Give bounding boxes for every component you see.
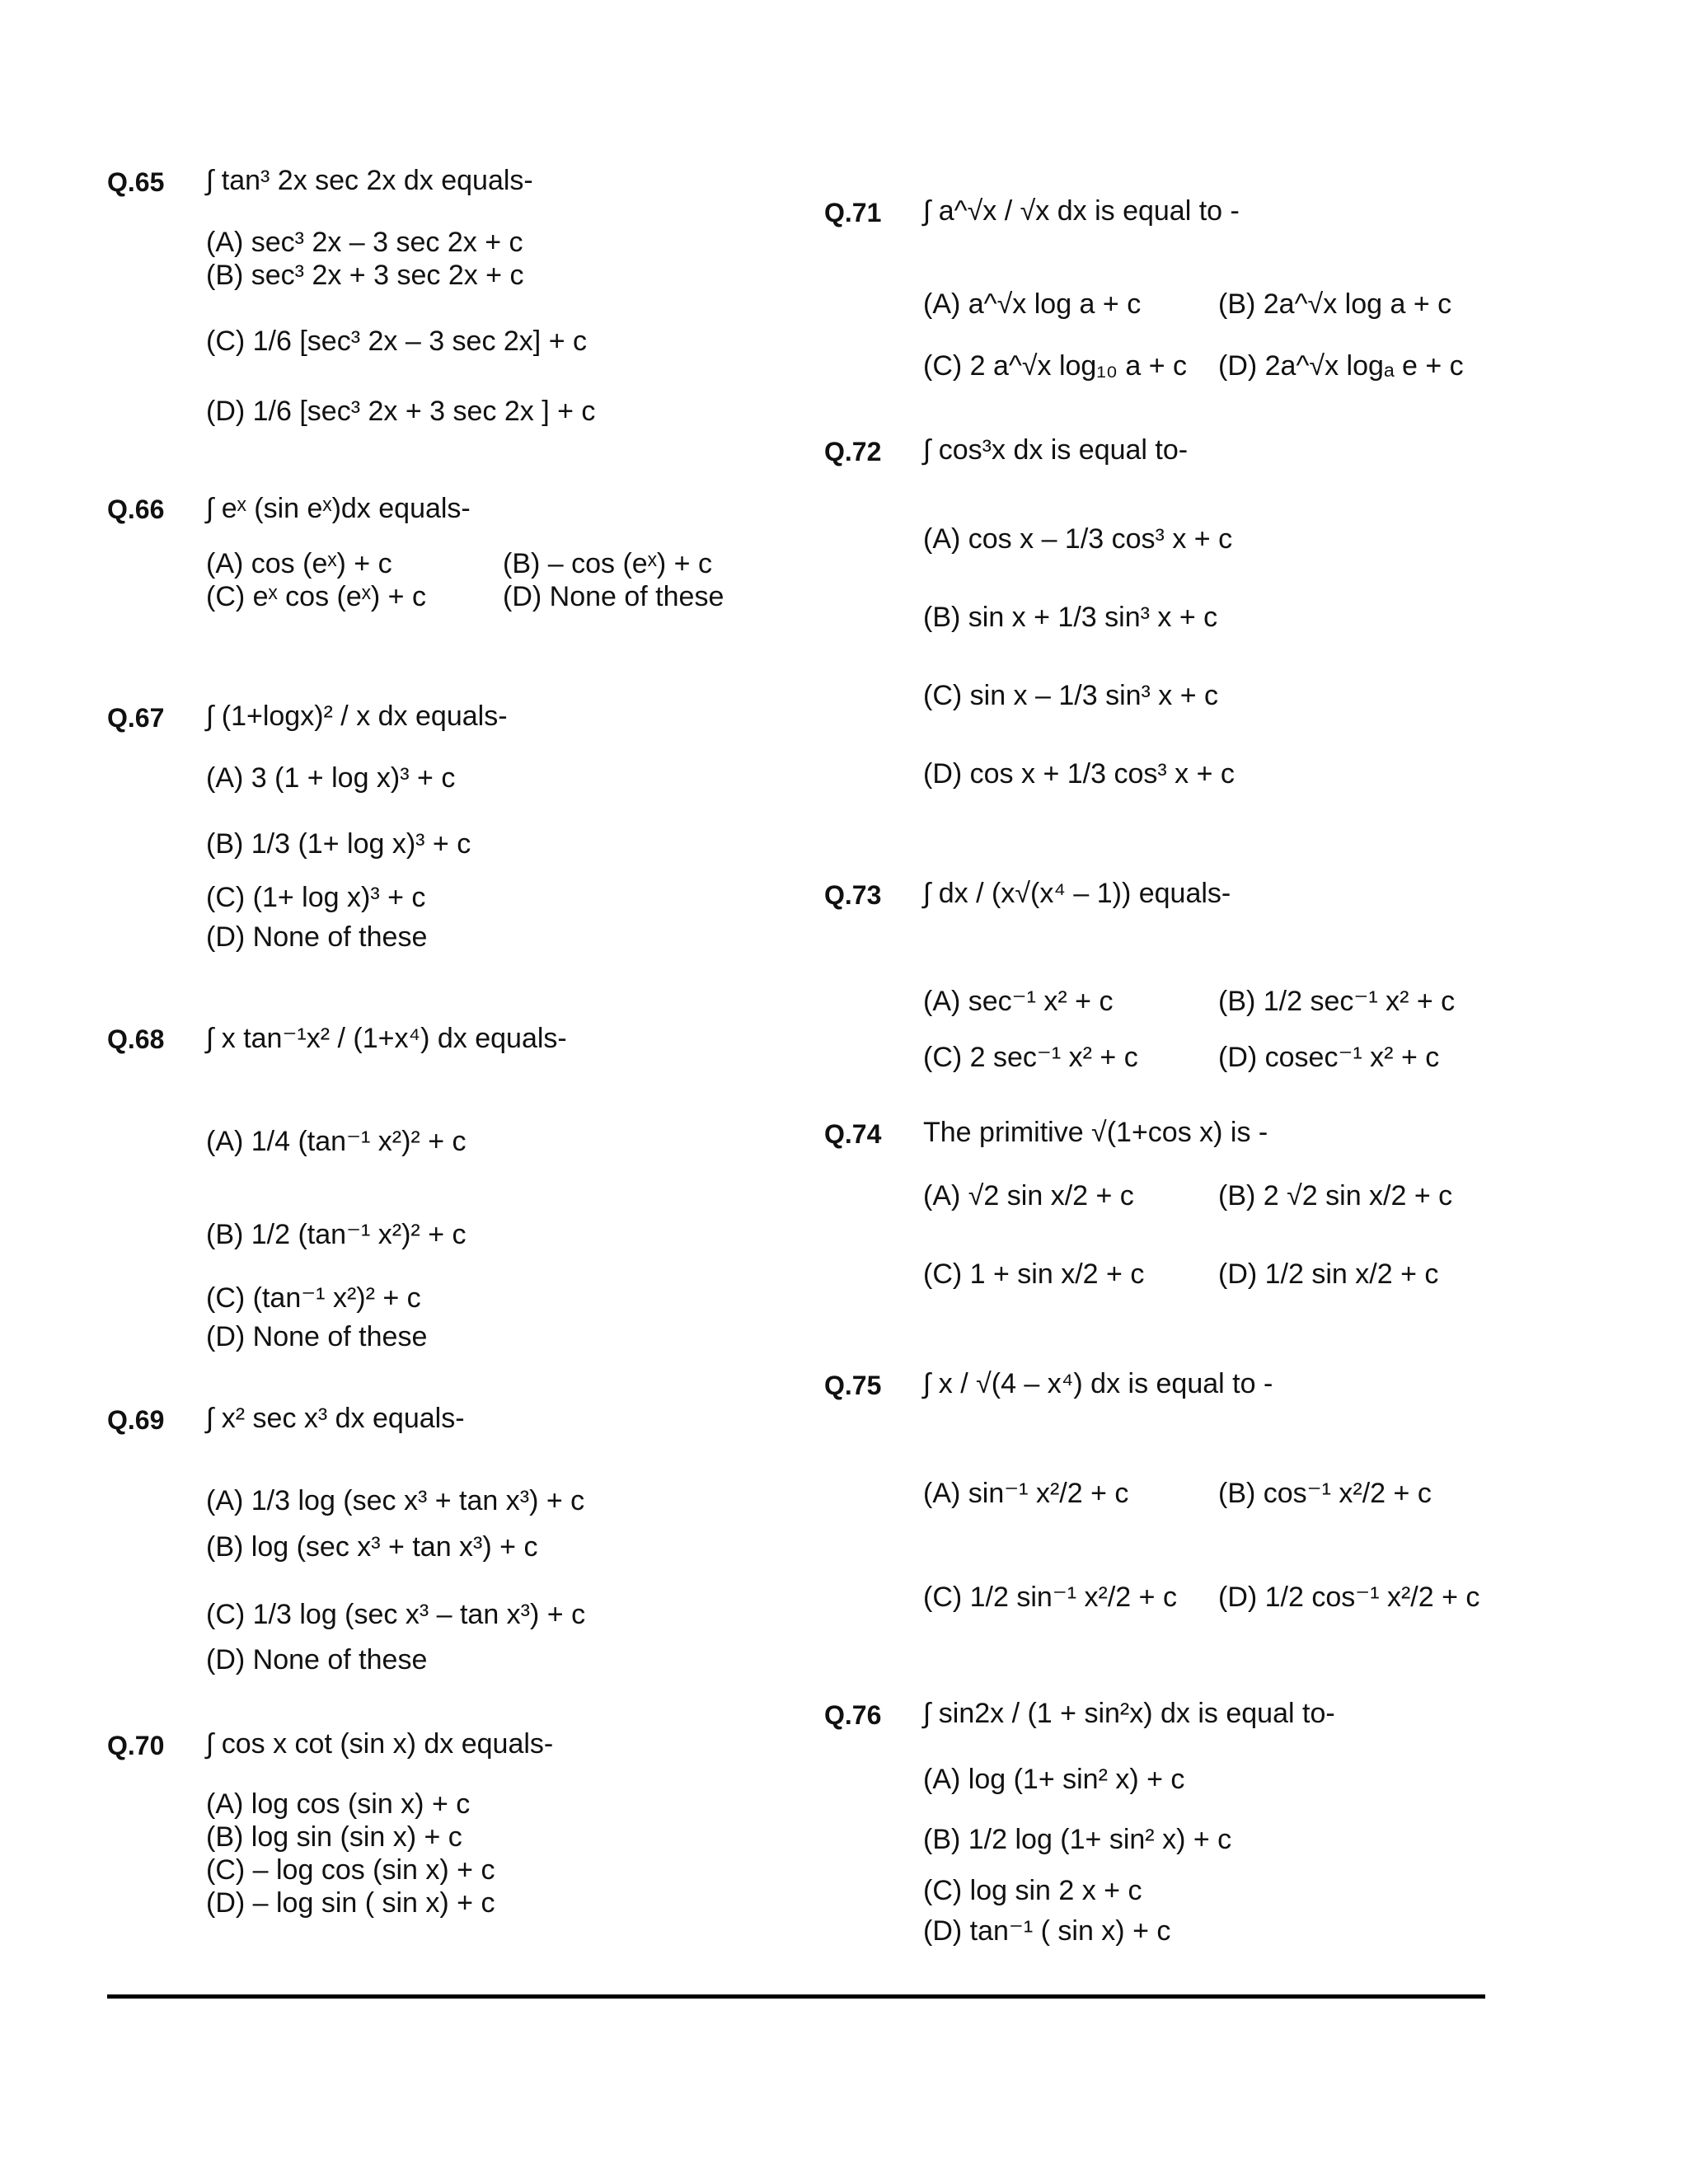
option-a: (A) sin⁻¹ x²/2 + c xyxy=(923,1478,1129,1509)
option-b: (B) – cos (eˣ) + c xyxy=(503,548,712,579)
question-number: Q.70 xyxy=(107,1731,165,1760)
option-d: (D) None of these xyxy=(206,1321,428,1352)
option-d: (D) – log sin ( sin x) + c xyxy=(206,1887,495,1919)
option-a: (A) 1/3 log (sec x³ + tan x³) + c xyxy=(206,1485,585,1516)
question-number: Q.72 xyxy=(824,437,882,466)
option-b: (B) 1/2 (tan⁻¹ x²)² + c xyxy=(206,1219,467,1250)
question-number: Q.65 xyxy=(107,167,165,197)
option-a: (A) sec⁻¹ x² + c xyxy=(923,986,1114,1017)
option-b: (B) cos⁻¹ x²/2 + c xyxy=(1218,1478,1432,1509)
option-a: (A) cos x – 1/3 cos³ x + c xyxy=(923,523,1233,555)
option-d: (D) cos x + 1/3 cos³ x + c xyxy=(923,758,1235,790)
question-number: Q.73 xyxy=(824,880,882,910)
option-d: (D) 1/2 sin x/2 + c xyxy=(1218,1258,1439,1290)
question-number: Q.68 xyxy=(107,1024,165,1054)
option-d: (D) None of these xyxy=(206,1644,428,1675)
question-number: Q.67 xyxy=(107,703,165,733)
question-number: Q.71 xyxy=(824,198,882,227)
question-stem: The primitive √(1+cos x) is - xyxy=(923,1117,1268,1148)
option-c: (C) 1 + sin x/2 + c xyxy=(923,1258,1145,1290)
question-stem: ∫ x / √(4 – x⁴) dx is equal to - xyxy=(923,1368,1273,1399)
option-d: (D) tan⁻¹ ( sin x) + c xyxy=(923,1915,1171,1947)
option-c: (C) 2 a^√x log₁₀ a + c xyxy=(923,350,1188,382)
question-stem: ∫ x tan⁻¹x² / (1+x⁴) dx equals- xyxy=(206,1023,567,1054)
question-number: Q.75 xyxy=(824,1371,882,1400)
option-d: (D) 1/2 cos⁻¹ x²/2 + c xyxy=(1218,1582,1480,1613)
option-a: (A) cos (eˣ) + c xyxy=(206,548,392,579)
question-stem: ∫ cos x cot (sin x) dx equals- xyxy=(206,1728,554,1760)
option-c: (C) 2 sec⁻¹ x² + c xyxy=(923,1042,1138,1073)
option-d: (D) 2a^√x logₐ e + c xyxy=(1218,350,1464,382)
option-b: (B) 1/3 (1+ log x)³ + c xyxy=(206,828,471,860)
option-a: (A) sec³ 2x – 3 sec 2x + c xyxy=(206,227,523,258)
option-c: (C) eˣ cos (eˣ) + c xyxy=(206,581,426,612)
question-stem: ∫ sin2x / (1 + sin²x) dx is equal to- xyxy=(923,1698,1335,1729)
option-c: (C) 1/3 log (sec x³ – tan x³) + c xyxy=(206,1599,586,1630)
question-number: Q.76 xyxy=(824,1700,882,1730)
option-b: (B) 2 √2 sin x/2 + c xyxy=(1218,1180,1453,1212)
option-a: (A) 1/4 (tan⁻¹ x²)² + c xyxy=(206,1126,467,1157)
option-d: (D) None of these xyxy=(206,921,428,953)
option-b: (B) 1/2 sec⁻¹ x² + c xyxy=(1218,986,1456,1017)
question-number: Q.74 xyxy=(824,1119,882,1149)
option-b: (B) sin x + 1/3 sin³ x + c xyxy=(923,602,1218,633)
option-b: (B) 1/2 log (1+ sin² x) + c xyxy=(923,1824,1232,1855)
option-d: (D) 1/6 [sec³ 2x + 3 sec 2x ] + c xyxy=(206,396,596,427)
option-c: (C) – log cos (sin x) + c xyxy=(206,1854,495,1886)
question-stem: ∫ dx / (x√(x⁴ – 1)) equals- xyxy=(923,878,1231,909)
option-a: (A) log (1+ sin² x) + c xyxy=(923,1764,1185,1795)
question-stem: ∫ cos³x dx is equal to- xyxy=(923,434,1189,466)
question-stem: ∫ x² sec x³ dx equals- xyxy=(206,1403,465,1434)
option-c: (C) (tan⁻¹ x²)² + c xyxy=(206,1282,421,1314)
option-a: (A) √2 sin x/2 + c xyxy=(923,1180,1134,1212)
option-c: (C) 1/6 [sec³ 2x – 3 sec 2x] + c xyxy=(206,326,588,357)
option-d: (D) None of these xyxy=(503,581,724,612)
question-stem: ∫ eˣ (sin eˣ)dx equals- xyxy=(206,493,471,524)
footer-divider xyxy=(107,1994,1485,1999)
question-stem: ∫ a^√x / √x dx is equal to - xyxy=(923,195,1240,227)
option-b: (B) log (sec x³ + tan x³) + c xyxy=(206,1531,538,1563)
option-c: (C) sin x – 1/3 sin³ x + c xyxy=(923,680,1219,711)
option-a: (A) 3 (1 + log x)³ + c xyxy=(206,762,456,794)
question-number: Q.69 xyxy=(107,1405,165,1435)
option-c: (C) (1+ log x)³ + c xyxy=(206,882,426,913)
option-d: (D) cosec⁻¹ x² + c xyxy=(1218,1042,1440,1073)
option-b: (B) sec³ 2x + 3 sec 2x + c xyxy=(206,260,524,291)
question-stem: ∫ tan³ 2x sec 2x dx equals- xyxy=(206,165,533,196)
option-b: (B) log sin (sin x) + c xyxy=(206,1821,462,1853)
option-b: (B) 2a^√x log a + c xyxy=(1218,288,1452,320)
question-stem: ∫ (1+logx)² / x dx equals- xyxy=(206,701,508,732)
option-c: (C) 1/2 sin⁻¹ x²/2 + c xyxy=(923,1582,1177,1613)
option-a: (A) log cos (sin x) + c xyxy=(206,1788,471,1820)
option-a: (A) a^√x log a + c xyxy=(923,288,1142,320)
option-c: (C) log sin 2 x + c xyxy=(923,1875,1142,1906)
question-number: Q.66 xyxy=(107,494,165,524)
